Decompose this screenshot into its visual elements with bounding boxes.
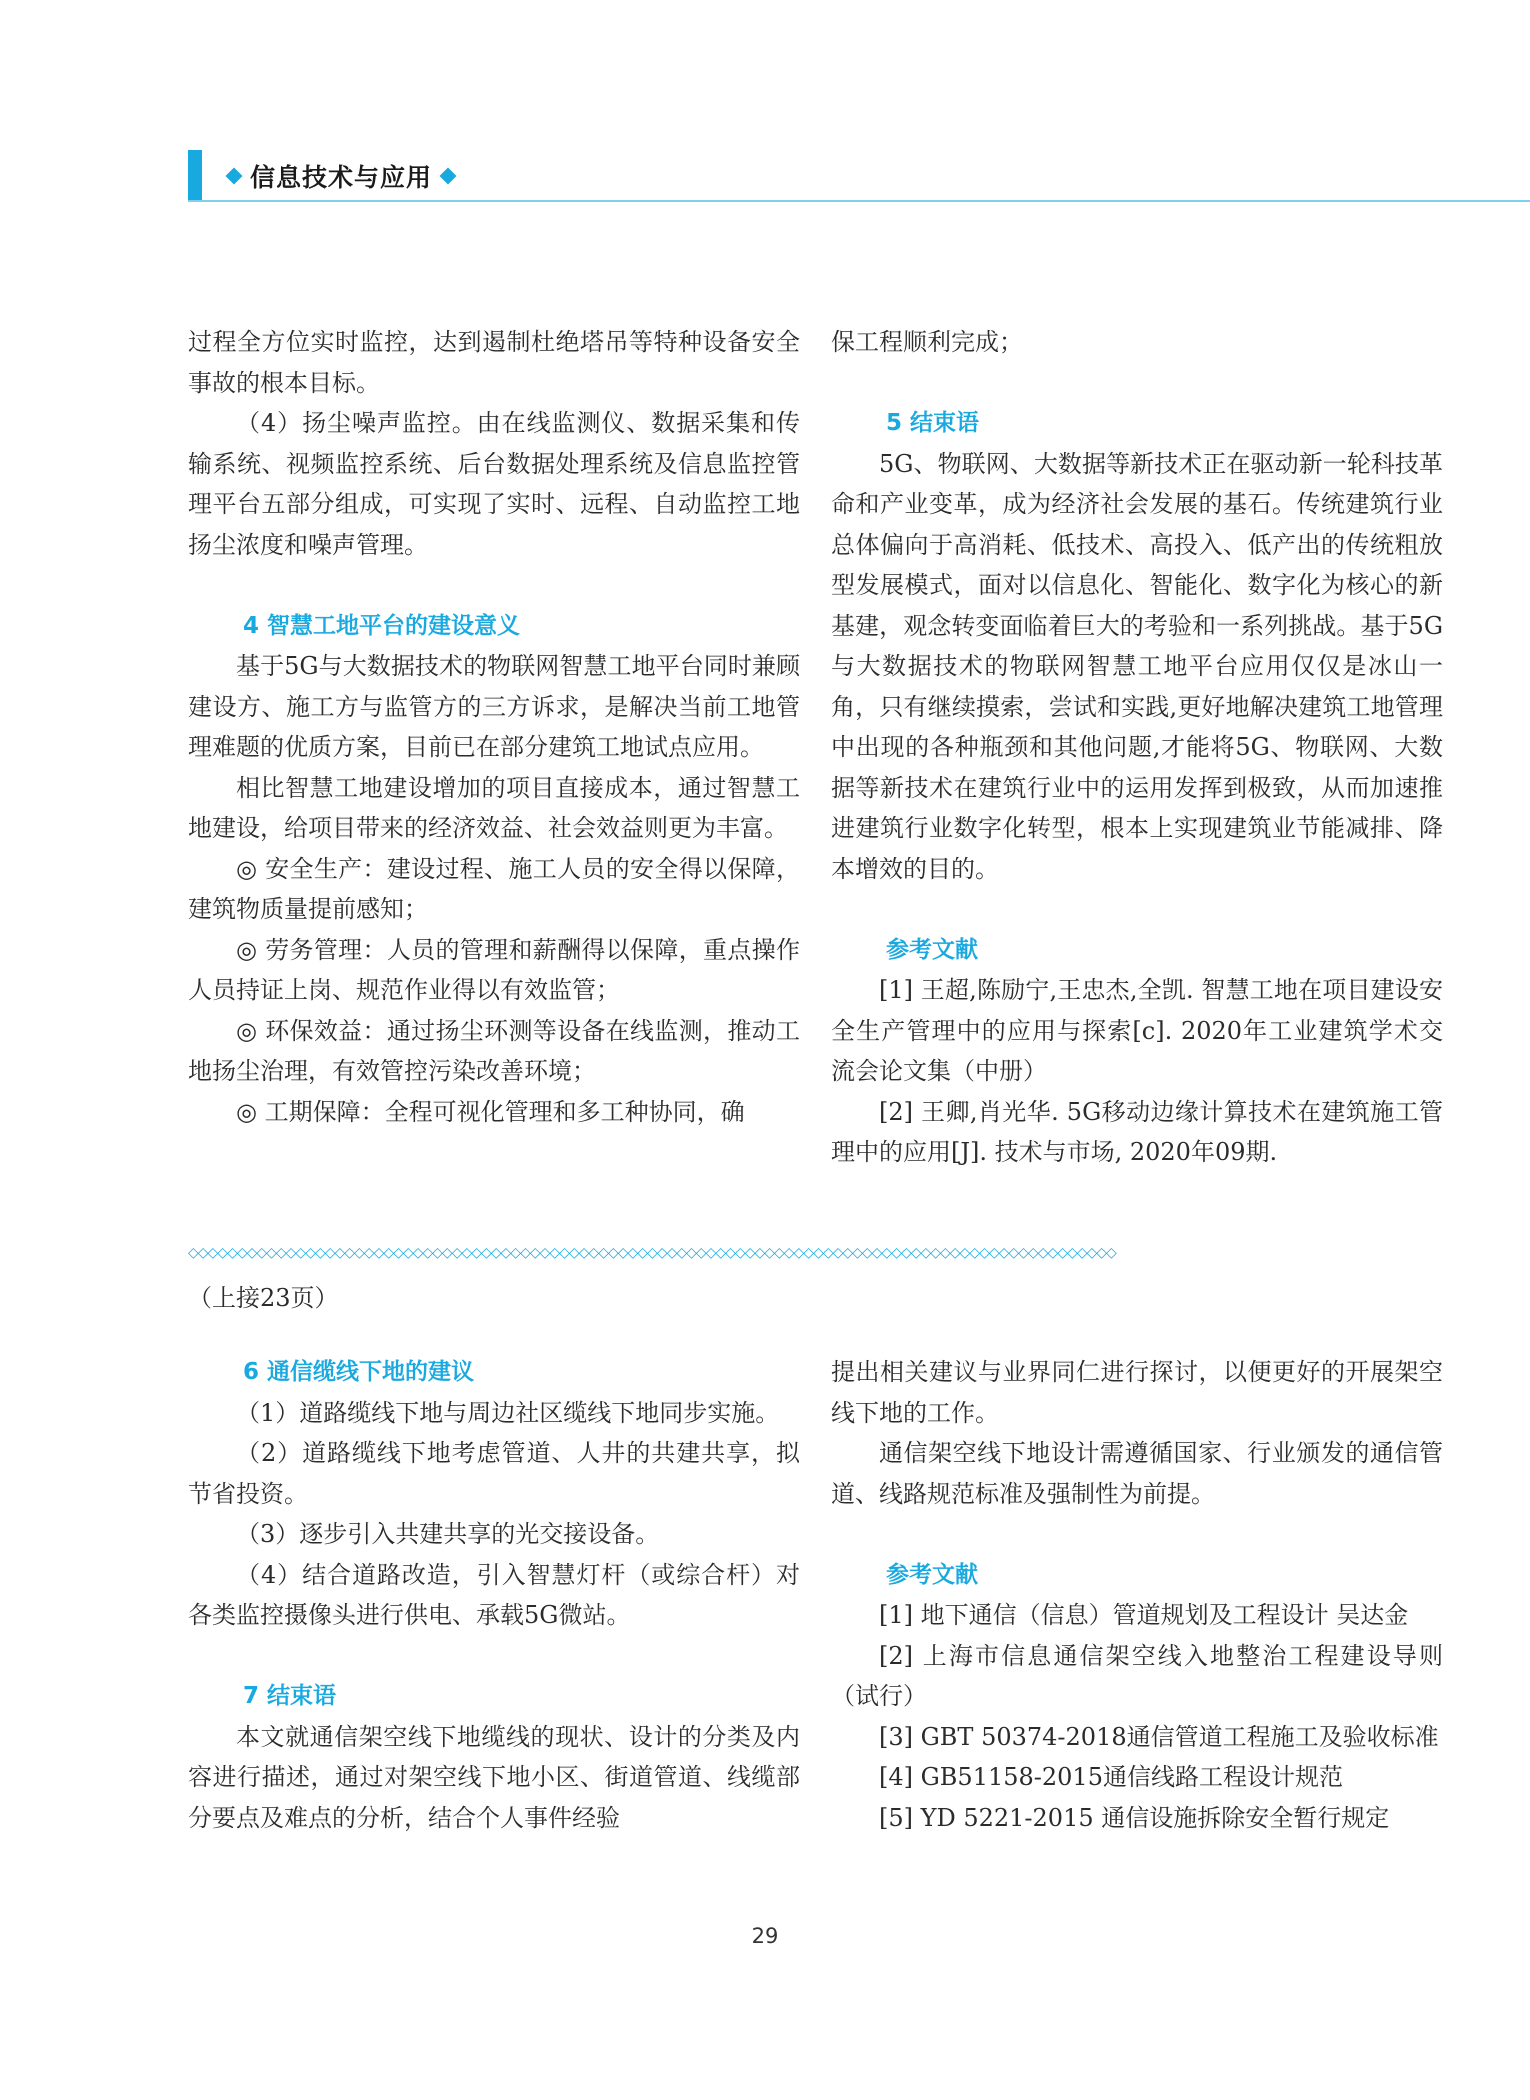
- right-column-top: [831, 322, 1443, 1173]
- section-heading: 6 通信缆线下地的建议: [243, 1359, 475, 1385]
- header-rule: [188, 200, 1530, 202]
- left-column-bottom: [188, 1352, 800, 1838]
- header-accent-bar: [188, 150, 202, 202]
- reference-item: [3] GBT 50374-2018通信管道工程施工及验收标准: [879, 1722, 1439, 1751]
- bullet-item: ◎ 安全生产：建设过程、施工人员的安全得以保障， 建筑物质量提前感知；: [188, 854, 800, 923]
- reference-item: [5] YD 5221-2015 通信设施拆除安全暂行规定: [879, 1803, 1390, 1832]
- bullet-item: ◎ 劳务管理：人员的管理和薪酬得以保障，重点操作人员持证上岗、规范作业得以有效监管；: [188, 935, 800, 1004]
- section-divider: ◇◇◇◇◇◇◇◇◇◇◇◇◇◇◇◇◇◇◇◇◇◇◇◇◇◇◇◇◇◇◇◇◇◇◇◇◇◇◇◇◇◇◇◇◇◇◇◇◇◇◇◇◇◇◇◇◇◇◇◇◇◇◇◇◇◇◇◇◇◇◇◇◇◇◇◇◇◇◇◇◇◇◇◇◇◇◇◇◇◇◇◇◇◇◇: [188, 1245, 1116, 1261]
- references-heading: 参考文献: [886, 936, 978, 963]
- page-number: 29: [751, 1924, 779, 1948]
- paragraph: （1）道路缆线下地与周边社区缆线下地同步实施。: [236, 1398, 780, 1427]
- paragraph: 本文就通信架空线下地缆线的现状、设计的分类及内容进行描述，通过对架空线下地小区、街道管道、线缆部分要点及难点的分析，结合个人事件经验: [188, 1722, 800, 1832]
- bullet-item: ◎ 环保效益：通过扬尘环测等设备在线监测，推动工地扬尘治理，有效管控污染改善环境；: [188, 1016, 800, 1085]
- left-column-top: [188, 322, 800, 1132]
- paragraph: （2）道路缆线下地考虑管道、人井的共建共享，拟节省投资。: [188, 1439, 800, 1508]
- paragraph: 保工程顺利完成；: [831, 328, 1023, 356]
- page-header: [0, 0, 1530, 210]
- paragraph: 基于5G与大数据技术的物联网智慧工地平台同时兼顾建设方、施工方与监管方的三方诉求，是解决当前工地管理难题的优质方案，目前已在部分建筑工地试点应用。: [188, 652, 800, 761]
- paragraph: 过程全方位实时监控，达到遏制杜绝塔吊等特种设备安全事故的根本目标。: [188, 328, 800, 397]
- paragraph: 相比智慧工地建设增加的项目直接成本，通过智慧工地建设，给项目带来的经济效益、社会效益则更为丰富。: [188, 773, 800, 842]
- references-heading: 参考文献: [886, 1561, 978, 1588]
- diamond-icon: [440, 168, 457, 185]
- paragraph: 5G、物联网、大数据等新技术正在驱动新一轮科技革命和产业变革，成为经济社会发展的基石。传统建筑行业总体偏向于高消耗、低技术、高投入、低产出的传统粗放型发展模式，面对以信息化、智能化、数字化为核心的新基建，观念转变面临着巨大的考验和一系列挑战。基于5G与大数据技术的物联网智慧工地平台应用仅仅是冰山一角，只有继续摸索，尝试和实践,更好地解决建筑工地管理中出现的各种瓶颈和其他问题,才能将5G、物联网、大数据等新技术在建筑行业中的运用发挥到极致，从而加速推进建筑行业数字化转型，根本上实现建筑业节能减排、降本增效的目的。: [831, 449, 1443, 883]
- paragraph: 通信架空线下地设计需遵循国家、行业颁发的通信管道、线路规范标准及强制性为前提。: [831, 1439, 1443, 1508]
- diamond-icon: [226, 168, 243, 185]
- bullet-item: ◎ 工期保障：全程可视化管理和多工种协同，确: [236, 1097, 745, 1126]
- paragraph: （4）结合道路改造，引入智慧灯杆（或综合杆）对各类监控摄像头进行供电、承载5G微站。: [188, 1560, 800, 1629]
- reference-item: [1] 王超,陈励宁,王忠杰,全凯. 智慧工地在项目建设安全生产管理中的应用与探索[c]. 2020年工业建筑学术交流会论文集（中册）: [831, 976, 1443, 1085]
- section-title: [218, 156, 464, 196]
- reference-item: [2] 上海市信息通信架空线入地整治工程建设导则（试行）: [831, 1641, 1443, 1710]
- reference-item: [1] 地下通信（信息）管道规划及工程设计 吴达金: [879, 1601, 1409, 1629]
- section-title-text: 信息技术与应用: [250, 163, 433, 192]
- continued-note: （上接23页）: [188, 1284, 339, 1312]
- reference-item: [4] GB51158-2015通信线路工程设计规范: [879, 1763, 1343, 1791]
- reference-item: [2] 王卿,肖光华. 5G移动边缘计算技术在建筑施工管理中的应用[J]. 技术与市场, 2020年09期.: [831, 1097, 1443, 1166]
- right-column-bottom: [831, 1352, 1443, 1838]
- section-heading: 5 结束语: [886, 410, 980, 436]
- paragraph: （3）逐步引入共建共享的光交接设备。: [236, 1520, 660, 1548]
- paragraph: 提出相关建议与业界同仁进行探讨，以便更好的开展架空线下地的工作。: [831, 1358, 1443, 1427]
- paragraph: （4）扬尘噪声监控。由在线监测仪、数据采集和传输系统、视频监控系统、后台数据处理系统及信息监控管理平台五部分组成，可实现了实时、远程、自动监控工地扬尘浓度和噪声管理。: [188, 409, 800, 559]
- section-heading: 4 智慧工地平台的建设意义: [243, 612, 521, 639]
- section-heading: 7 结束语: [243, 1683, 337, 1709]
